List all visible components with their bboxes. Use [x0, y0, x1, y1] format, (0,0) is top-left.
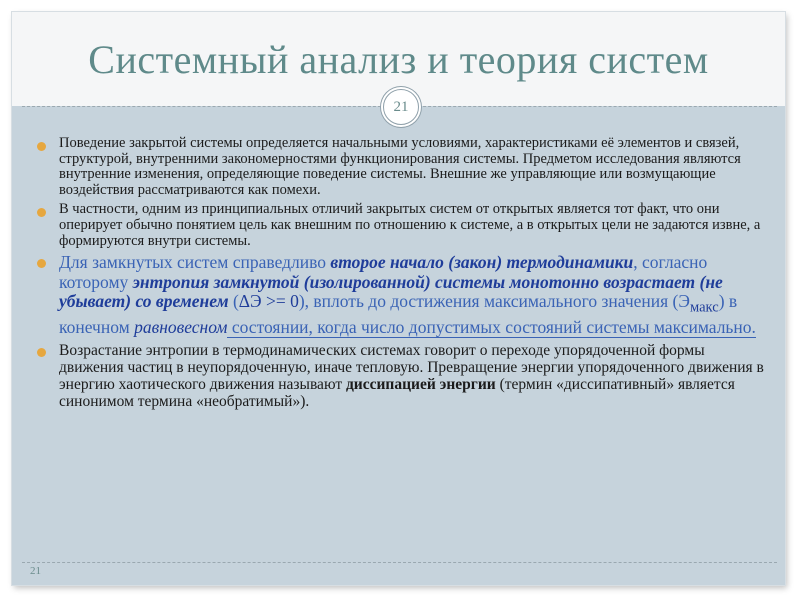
emphasis-law: второе начало (закон) термодинамики [330, 252, 634, 273]
paragraph-thermodynamics [59, 253, 772, 338]
emphasis-entropy: энтропия замкнутой (изолированной) системы монотонно возрастает (не убывает) со временем [59, 271, 723, 312]
text-run: состоянии, когда число допустимых состояний системы максимально. [227, 317, 756, 338]
text-run: ) в конечном [59, 291, 738, 338]
paragraph-dissipation [59, 342, 772, 410]
bullet-icon [37, 208, 46, 217]
text-run: ), вплоть до достижения максимального значения (Э [298, 291, 690, 312]
bullet-icon [37, 348, 46, 357]
formula-delta: ΔЭ >= 0 [238, 291, 299, 312]
emphasis-equilibrium: равновесном [134, 317, 228, 338]
bullet-icon [37, 259, 46, 268]
list-item [37, 136, 772, 198]
emphasis-dissipation: диссипацией энергии [345, 375, 496, 393]
slide-body [37, 136, 772, 414]
list-item [37, 342, 772, 410]
slide-title: Системный анализ и теория систем [88, 37, 709, 82]
text-run: Для замкнутых систем справедливо [59, 252, 331, 273]
text-run: Возрастание энтропии в термодинамических системах говорит о переходе упорядоченной формы движения частиц в неупорядоченную, иначе тепловую. Превращение энергии упорядоченного движения в энергию хаотического движения называют [59, 341, 764, 393]
footer-page-number: 21 [30, 565, 41, 577]
list-item [37, 202, 772, 249]
list-item [37, 253, 772, 338]
text-run: ( [228, 291, 239, 312]
paragraph-closed-system: Поведение закрытой системы определяется начальными условиями, характеристиками её элементов и связей, структурой, внутренними закономерностями функционирования системы. Предметом исследования являются внутренние изменения, определяющие поведение системы. Внешние же управляющие или возмущающие воздействия рассматриваются как помехи. [59, 135, 741, 198]
bullet-icon [37, 142, 46, 151]
subscript-max: макс [689, 299, 719, 316]
paragraph-goal: В частности, одним из принципиальных отличий закрытых систем от открытых является тот факт, что они оперирует обычно понятием цель как внешним по отношению к системе, а в открытых цели не задаются извне, а формируются внутри системы. [59, 201, 761, 249]
text-run: , согласно которому [59, 252, 708, 292]
text-run: (термин «диссипативный» является синонимом термина «необратимый»). [59, 375, 735, 410]
slide-number-badge: 21 [383, 89, 419, 125]
footer-divider [22, 562, 777, 563]
